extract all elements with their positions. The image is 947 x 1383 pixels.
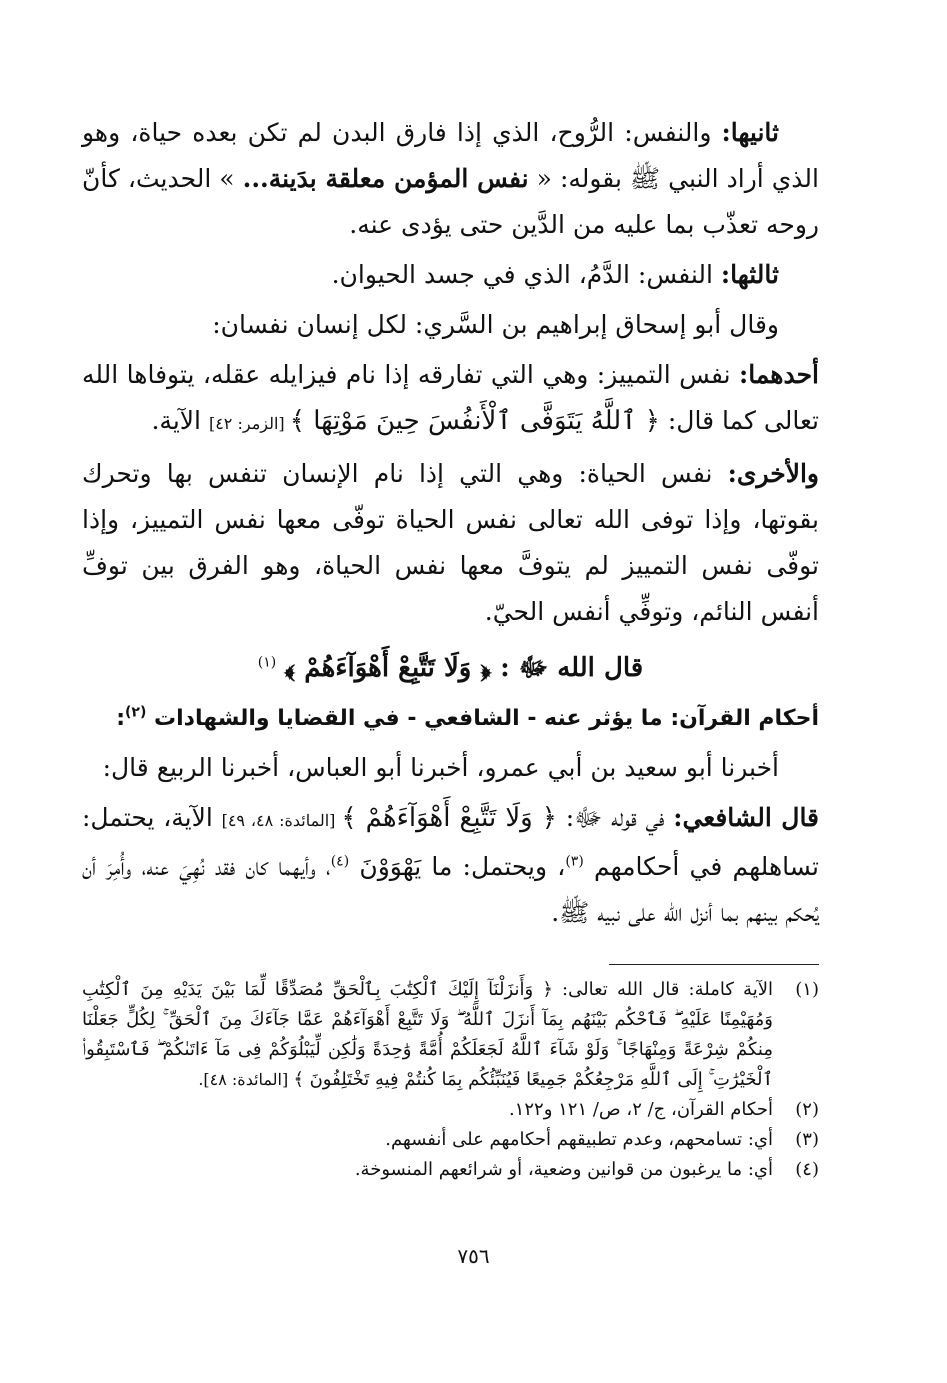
heading-text: أحكام القرآن: ما يؤثر عنه - الشافعي - في القضايا والشهادات — [146, 706, 819, 731]
paragraph-text: والنفس: الرُّوح، الذي إذا فارق البدن لم تكن بعده حياة، وهو الذي أراد النبي ﷺ بقوله: « — [82, 118, 819, 193]
paragraph-text: نفس الحياة: وهي التي إذا نام الإنسان تنفس بها وتحرك بقوتها، وإذا توفى الله تعالى نفس الحياة توفّى معها نفس التمييز، وإذا توفّى نفس التمييز لم يتوفَّ معها نفس الحياة، وهو الفرق بين توفِّ أنفس النائم، وتوفِّي أنفس الحيّ. — [82, 459, 819, 626]
footnote-intro: الآية كاملة: قال الله تعالى: — [552, 979, 773, 1000]
footnote-text: أحكام القرآن، ج/ ٢، ص/ ١٢١ و١٢٢. — [508, 1099, 773, 1120]
footnote — [82, 1125, 819, 1155]
paragraph-text: النفس: الدَّمُ، الذي في جسد الحيوان. — [331, 260, 721, 289]
footnote — [82, 975, 819, 1095]
footnote-divider — [609, 964, 819, 965]
verse-reference: [المائدة: ٤٨، ٤٩] — [221, 811, 342, 830]
paragraph-second-meaning — [82, 110, 819, 248]
paragraph-text: » الحديث، كأنّ روحه تعذّب بما عليه من الدَّين حتى يؤدى عنه. — [82, 164, 819, 239]
quran-verse: ﴿ وَلَا تَتَّبِعْ أَهْوَآءَهُمْ ﴾ — [284, 653, 492, 683]
footnote-text: أي: ما يرغبون من قوانين وضعية، أو شرائعهم المنسوخة. — [354, 1159, 773, 1180]
footnote-number: (٣) — [795, 1129, 819, 1150]
paragraph-text: نفس التمييز: وهي التي تفارقه إذا نام فيزايله عقله، يتوفاها الله تعالى كما قال: — [82, 360, 819, 435]
paragraph-text: الآية. — [151, 406, 209, 435]
paragraph-abu-ishaq: وقال أبو إسحاق إبراهيم بن السَّري: لكل إنسان نفسان: — [212, 310, 779, 339]
paragraph-shafii — [82, 795, 819, 936]
quran-verse: ﴿ ٱللَّهُ يَتَوَفَّى ٱلْأَنفُسَ حِينَ مَوْتِهَا ﴾ — [289, 406, 660, 436]
paragraph-text: الآية، يحتمل: تساهلهم في أحكامهم — [82, 803, 820, 881]
paragraph-narration-chain: أخبرنا أبو سعيد بن أبي عمرو، أخبرنا أبو العباس، أخبرنا الربيع قال: — [102, 753, 779, 782]
footnote-number: (٢) — [795, 1099, 819, 1120]
footnote-number: (١) — [795, 979, 819, 1000]
quran-verse: ﴿ وَلَا تَتَّبِعْ أَهْوَآءَهُمْ ﴾ — [341, 803, 557, 833]
footnote-marker: (١) — [257, 654, 277, 671]
paragraph-other-soul — [82, 451, 819, 635]
footnote-marker: (٢) — [125, 704, 147, 721]
paragraph-lead: قال الشافعي: — [673, 803, 820, 832]
paragraph-first-soul — [82, 352, 819, 447]
footnote-text: أي: تسامحهم، وعدم تطبيقهم أحكامهم على أنفسهم. — [385, 1129, 773, 1150]
footnote-number: (٤) — [795, 1159, 819, 1180]
paragraph-lead: ثالثها: — [720, 260, 779, 289]
footnote-marker: (٤) — [330, 853, 350, 870]
footnote-marker: (٣) — [565, 853, 584, 870]
centered-verse — [82, 641, 819, 695]
paragraph-lead: أحدهما: — [738, 360, 819, 389]
paragraph-text: ، ويحتمل: ما يَهْوَوْنَ — [349, 852, 566, 881]
verse-reference: [المائدة: ٤٨]. — [198, 1070, 294, 1089]
hadith-quote: نفس المؤمن معلقة بدَينة... — [242, 164, 529, 193]
verse-intro: قال الله ﷻ : — [491, 653, 644, 683]
paragraph-lead: ثانيها: — [721, 118, 779, 147]
paragraph-text: في قوله ﷻ: — [557, 803, 674, 832]
verse-reference: [الزمر: ٤٢] — [208, 414, 290, 433]
footnote — [82, 1095, 819, 1125]
heading-tail: : — [116, 706, 125, 731]
quran-verse: ﴿ وَأَنزَلْنَآ إِلَيْكَ ٱلْكِتَٰبَ بِٱلْحَقِّ مُصَدِّقًا لِّمَا بَيْنَ يَدَيْهِ مِنَ ٱلْكِتَٰبِ وَمُهَيْمِنًا عَلَيْهِ ۖ فَٱحْكُم بَيْنَهُم بِمَآ أَنزَلَ ٱللَّهُ ۖ وَلَا تَتَّبِعْ أَهْوَآءَهُمْ عَمَّا جَآءَكَ مِنَ ٱلْحَقِّ ۚ لِكُلٍّ جَعَلْنَا مِنكُمْ شِرْعَةً وَمِنْهَاجًا ۚ وَلَوْ شَآءَ ٱللَّهُ لَجَعَلَكُمْ أُمَّةً وَٰحِدَةً وَلَٰكِن لِّيَبْلُوَكُمْ فِى مَآ ءَاتَىٰكُمْ ۖ فَٱسْتَبِقُوا۟ ٱلْخَيْرَٰتِ ۚ إِلَى ٱللَّهِ مَرْجِعُكُمْ جَمِيعًا فَيُنَبِّئُكُم بِمَا كُنتُمْ فِيهِ تَخْتَلِفُونَ ﴾ — [82, 979, 773, 1090]
paragraph-lead: والأخرى: — [727, 459, 819, 488]
page-number: ٧٥٦ — [457, 1244, 490, 1268]
footnote — [82, 1155, 819, 1185]
section-heading — [82, 697, 819, 741]
paragraph-third-meaning — [82, 252, 819, 298]
footnote-text — [82, 975, 773, 1095]
paragraph-text: ، وأيهما كان فقد نُهِيَ عنه، وأُمِرَ أن يُحكم بينهم بما أنزل الله على نبيه ﷺ. — [82, 852, 819, 927]
